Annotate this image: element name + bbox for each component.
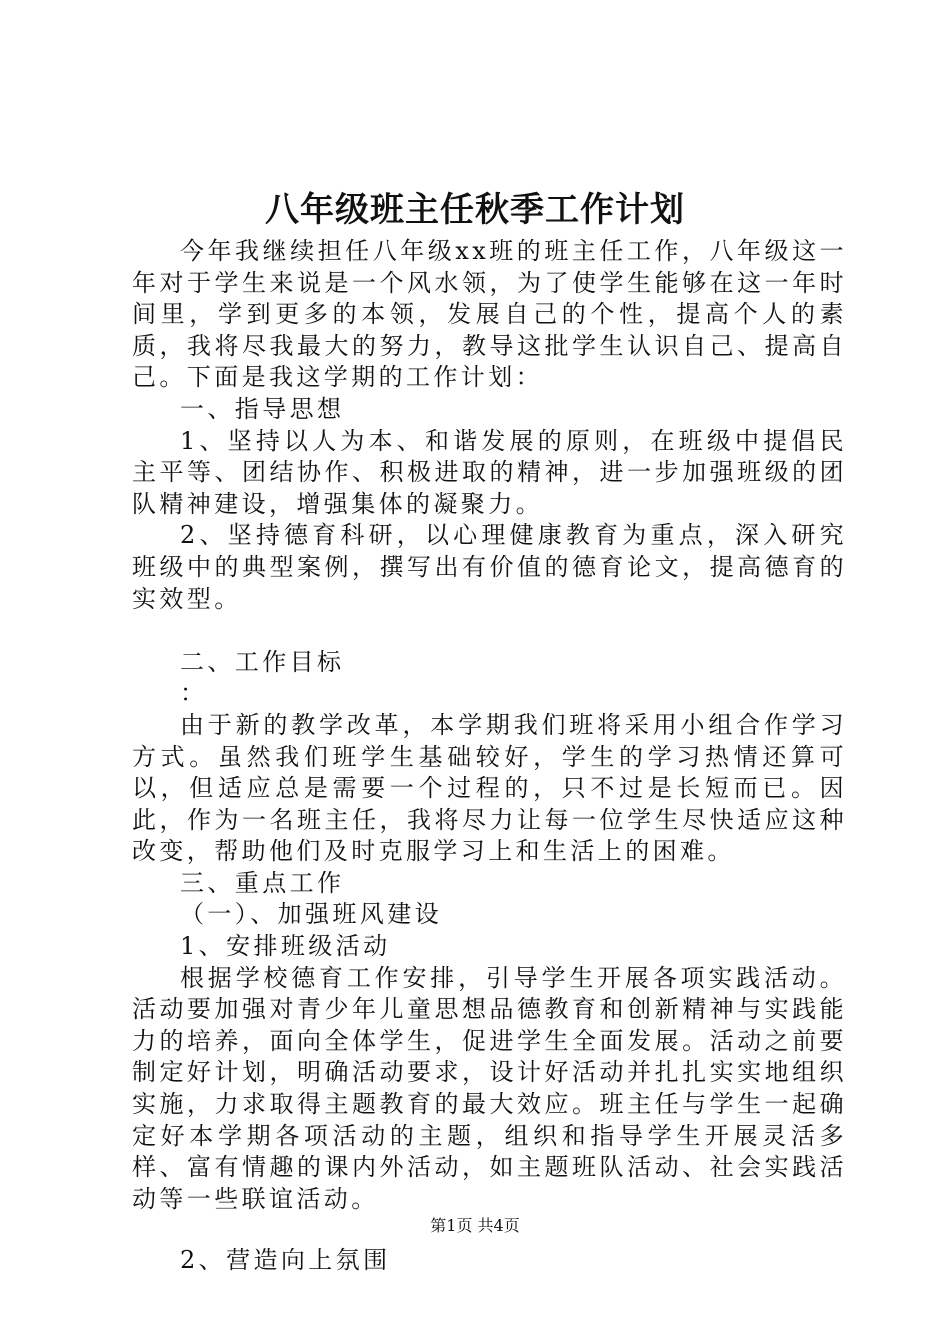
paragraph-intro: 今年我继续担任八年级xx班的班主任工作，八年级这一年对于学生来说是一个风水领，为了使学生能够在这一年时间里，学到更多的本领，发展自己的个性，提高个人的素质，我将尽我最大的努力，教导这批学生认识自己、提高自己。下面是我这学期的工作计划：	[132, 237, 847, 392]
paragraph-activities: 根据学校德育工作安排，引导学生开展各项实践活动。活动要加强对青少年儿童思想品德教育和创新精神与实践能力的培养，面向全体学生，促进学生全面发展。活动之前要制定好计划，明确活动要求，设计好活动并扎扎实实地组织实施，力求取得主题教育的最大效应。班主任与学生一起确定好本学期各项活动的主题，组织和指导学生开展灵活多样、富有情趣的课内外活动，如主题班队活动、社会实践活动等一些联谊活动。	[132, 963, 847, 1213]
document-title: 八年级班主任秋季工作计划	[265, 190, 685, 230]
paragraph-colon: ：	[180, 679, 208, 708]
heading-key-work: 三、重点工作	[180, 868, 345, 897]
subheading-atmosphere: 2、营造向上氛围	[180, 1246, 391, 1275]
document-body	[132, 236, 847, 1277]
subheading-arrange-activities: 1、安排班级活动	[180, 932, 391, 961]
page-footer: 第1页 共4页	[430, 1216, 520, 1235]
paragraph-principle-1: 1、坚持以人为本、和谐发展的原则，在班级中提倡民主平等、团结协作、积极进取的精神，进一步加强班级的团队精神建设，增强集体的凝聚力。	[132, 426, 847, 518]
heading-guiding-ideology: 一、指导思想	[180, 394, 345, 423]
subheading-class-style: （一）、加强班风建设	[180, 900, 442, 929]
paragraph-principle-2: 2、坚持德育科研，以心理健康教育为重点，深入研究班级中的典型案例，撰写出有价值的德育论文，提高德育的实效型。	[132, 521, 847, 613]
paragraph-goals: 由于新的教学改革，本学期我们班将采用小组合作学习方式。虽然我们班学生基础较好，学生的学习热情还算可以，但适应总是需要一个过程的，只不过是长短而已。因此，作为一名班主任，我将尽力让每一位学生尽快适应这种改变，帮助他们及时克服学习上和生活上的困难。	[132, 710, 847, 866]
heading-work-goals: 二、工作目标	[180, 647, 345, 676]
